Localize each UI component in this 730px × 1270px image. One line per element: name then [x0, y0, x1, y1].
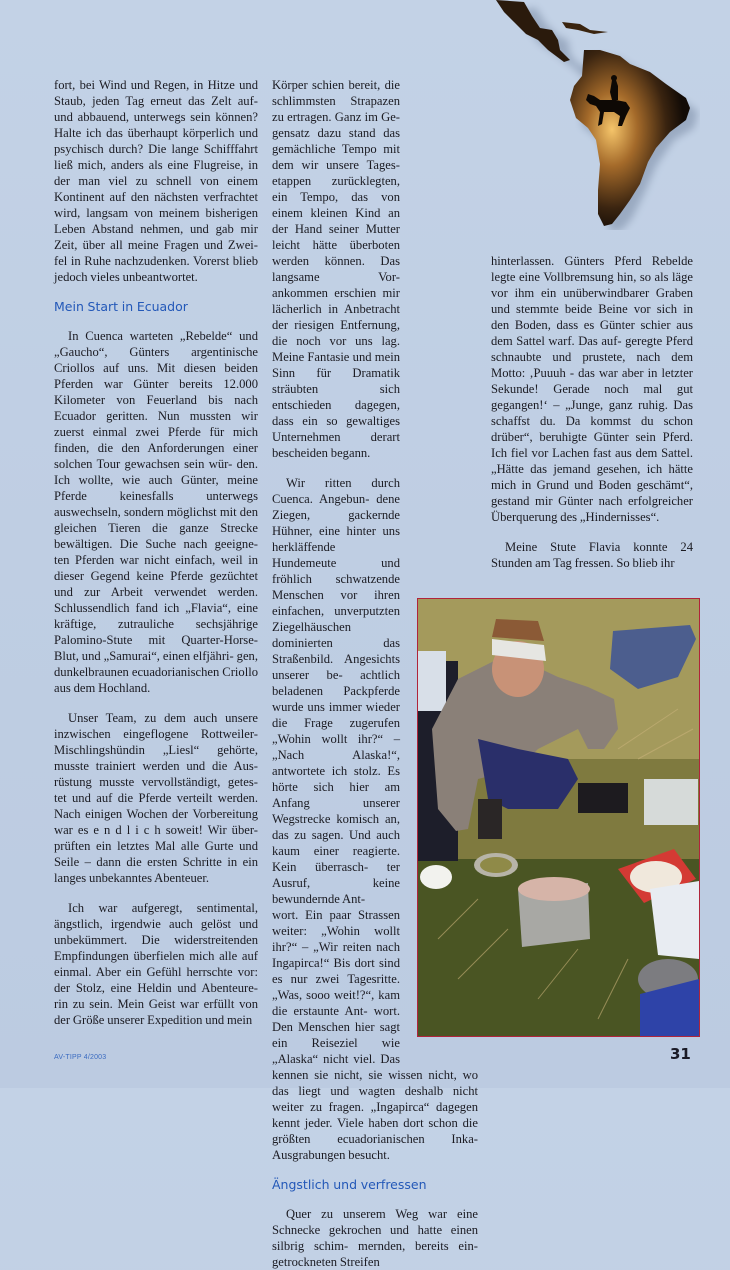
paragraph: Quer zu unserem Weg war eine Schnecke gekrochen und hatte einen silbrig schim- mernden, bereits ein- getrockneten Streifen	[272, 1207, 478, 1269]
photo-svg	[418, 599, 699, 1036]
boot	[578, 783, 628, 813]
camping-cooking-photo	[417, 598, 700, 1037]
section-heading-aengstlich: Ängstlich und verfressen	[272, 1177, 427, 1192]
paragraph: wort. Ein paar Strassen weiter: „Wohin wollt ihr?“ – „Wir reiten nach Ingapirca!“ Bis dort sind es nur zwei Tagesritte. „Was, sooo weit!?“, kam die erstaunte Ant- wort. Den Menschen hier sagt ein Reiseziel wie „Alaska“ nicht viel. Das kennen sie nicht, sie wissen nicht, wo das liegt und wagten deshalb nicht weiter zu fragen. „Ingapirca“ dagegen kennt jeder. Viele haben dort schon die größten ecuadorianischen Inka- Ausgrabungen besucht.	[272, 908, 478, 1162]
paragraph: Ich war aufgeregt, sentimental, ängstlich, irgendwie auch gelöst und unbekümmert. Die widerstreitenden Empfindungen überfielen mich alle auf einmal. Aber ein Gefühl herrschte vor: der Stolz, eine Heldin und Abenteure- rin zu sein. Mein Geist war erfüllt von der Größe unserer Expedition und mein	[54, 901, 258, 1027]
paragraph: In Cuenca warteten „Rebelde“ und „Gaucho“, Günters argentinische Criollos auf uns. Mit diesen beiden Pferden war Günter bereits 12.000 Kilometer von Feuerland bis nach Ecuador geritten. Nun mussten wir zuerst einmal zwei Pferde für mich finden, die den Anforderungen einer solchen Tour gewachsen sein wür- den. Ich wollte, wie auch Günter, meine Pferde keinesfalls unterwegs auswechseln, sondern möglichst mit den gleichen Tieren die ganze Strecke bewältigen. Die Suche nach geeigne- ten Pferden war nicht einfach, weil in dieser Gegend keine Pferde gezüchtet und zur Arbeit verwendet werden. Schlussendlich fand ich „Flavia“, eine kräftige, zutrauliche sechsjährige Palomino-Stute mit Quarter-Horse- Blut, und „Samurai“, einen elfjähri- gen, dunkelbraunen ecuadorianischen Criollo aus dem Hochland.	[54, 329, 258, 695]
paragraph: hinterlassen. Günters Pferd Rebelde legte eine Vollbremsung hin, so als läge vor ihm ein unüberwindbarer Graben und stemmte beide Beine vor sich in den Boden, dass es Günter schier aus dem Sattel warf. Das auf- geregte Pferd schnaubte und prustete, nach dem Motto: ‚Puuuh - das war aber in letzter Sekunde! Gerade noch mal gut gegangen!‘ – „Junge, ganz ruhig. Das schaffst du. Da kommst du schon drüber“, beruhigte Günter sein Pferd. Ich fiel vor Lachen fast aus dem Sattel. „Hätte das jemand gesehen, ich hätte mich in Grund und Boden geschämt“, gestand mir Günter nach erfolgreicher Überquerung des „Hindernisses“.	[491, 254, 693, 524]
publication-issue: AV-TIPP 4/2003	[54, 1054, 107, 1061]
bowl	[420, 865, 452, 889]
page-number: 31	[670, 1045, 691, 1063]
boot	[478, 799, 502, 839]
paragraph: Körper schien bereit, die schlimmsten Strapazen zu ertragen. Ganz im Ge- gensatz dazu stand das gemächliche Tempo mit dem wir unsere Tages- etappen zurücklegten, ein Tempo, das von einem kleinen Kind an der Hand seiner Mutter leicht hätte überboten werden können. Das langsame Vor- ankommen erschien mir lächerlich in Anbetracht der riesigen Entfernung, die noch vor uns lag. Meine Fantasie und mein Sinn für Dramatik sträubten sich entschieden dagegen, dass ein so gewaltiges Unternehmen derart bescheiden begann.	[272, 78, 400, 460]
paragraph: Meine Stute Flavia konnte 24 Stunden am Tag fressen. So blieb ihr	[491, 540, 693, 570]
article-column-3	[491, 253, 693, 571]
map-svg	[490, 0, 700, 230]
paragraph: Wir ritten durch Cuenca. Angebun- dene Ziegen, gackernde Hühner, eine hinter uns herkläffende Hundemeute und fröhlich schwatzende Menschen vor ihren einfachen, unverputzten Ziegelhäuschen dominierten das Straßenbild. Angesichts unserer be- achtlich beladenen Packpferde wurde uns immer wieder die Frage zugerufen „Wohin wollt ihr?“ – „Nach Alaska!“, antwortete ich stolz. Es hörte sich hier am Anfang unserer Wegstrecke komisch an, das zu sagen. Und auch kaum einer reagierte. Kein überrasch- ter Ausruf, keine bewundernde Ant-	[272, 476, 400, 906]
caribbean-islands-shape	[562, 22, 608, 34]
plastic-box	[644, 779, 698, 825]
latin-america-map-illustration	[490, 0, 700, 230]
section-heading-mein-start: Mein Start in Ecuador	[54, 299, 188, 314]
paragraph: fort, bei Wind und Regen, in Hitze und Staub, jeden Tag erneut das Zelt auf- und abbauend, unterwegs sein können? Halte ich das überhaupt körperlich und psychisch durch? Die lange Schifffahrt ließ mich, anders als eine Flugreise, in der man viel zu schnell von einem Kontinent auf den nächsten verfrachtet wird, langsam von meinem bisherigen Leben Abstand nehmen, und gab mir Zeit, über all meine Fragen und Zwei- fel in Ruhe nachzudenken. Vorerst blieb jedoch vieles unbeantwortet.	[54, 78, 258, 284]
paragraph: Unser Team, zu dem auch unsere inzwischen eingeflogene Rottweiler- Mischlingshündin „Liesl“ gehörte, musste trainiert werden und die Aus- rüstung musste vervollständigt, getes- tet und auf die Pferde verteilt werden. Nach einigen Wochen der Vorbereitung war es e n d l i c h soweit! Wir über- prüften ein letztes Mal alle Gurte und Seile – dann die ersten Schritte in ein langes unbekanntes Abenteuer.	[54, 711, 258, 885]
article-column-1	[54, 77, 258, 1028]
